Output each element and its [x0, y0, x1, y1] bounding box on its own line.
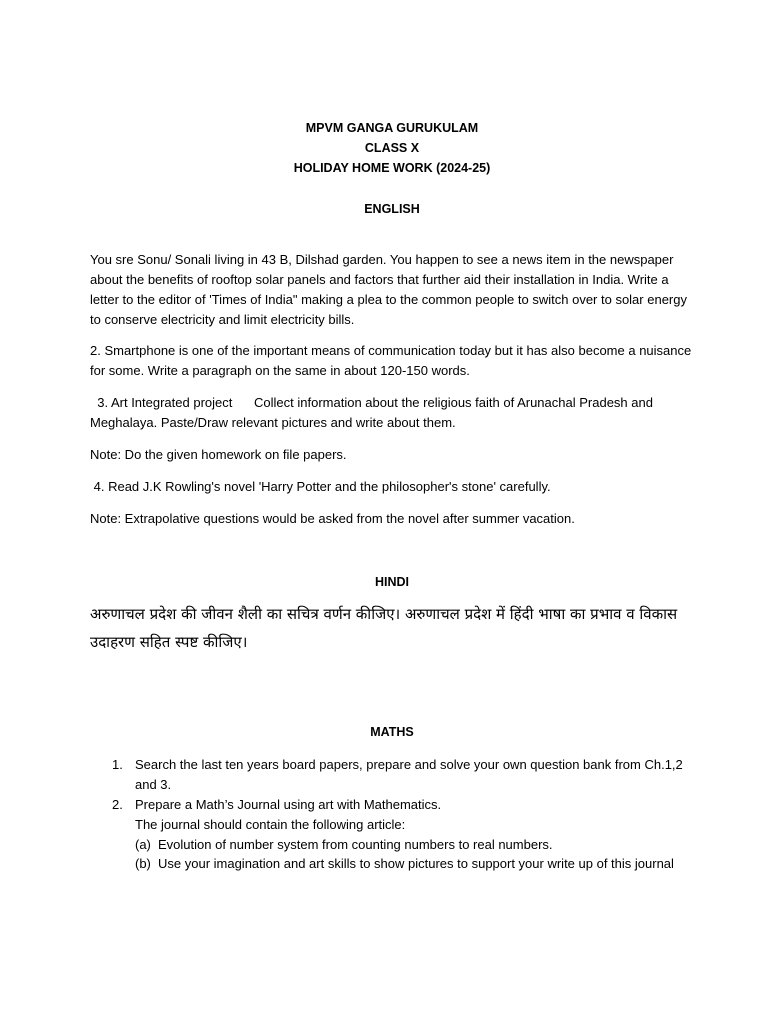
class-label: CLASS X [364, 141, 420, 155]
english-heading: ENGLISH [364, 202, 420, 216]
maths-item-1: Search the last ten years board papers, prepare and solve your own question bank from Ch.1,2 and 3. [135, 757, 683, 792]
maths-item-2-subtext: The journal should contain the following article: [135, 817, 406, 832]
english-question-1: You sre Sonu/ Sonali living in 43 B, Dilshad garden. You happen to see a news item in the newspaper about the benefits of rooftop solar panels and factors that further aid their installation in India. Write a letter to the editor of 'Times of India" making a plea to the common people to switch over to solar energy to conserve electricity and limit electricity bills. [90, 252, 687, 327]
maths-item-1-number: 1. [112, 757, 123, 772]
maths-item-2-number: 2. [112, 797, 123, 812]
maths-sub-b: Use your imagination and art skills to show pictures to support your write up of this journal [158, 856, 674, 871]
maths-sub-b-label: (b) [135, 856, 151, 871]
maths-sub-a-label: (a) [135, 837, 151, 852]
hindi-heading: HINDI [374, 575, 410, 589]
school-name: MPVM GANGA GURUKULAM [305, 121, 479, 135]
english-question-2: 2. Smartphone is one of the important means of communication today but it has also become a nuisance for some. Write a paragraph on the same in about 120-150 words. [90, 343, 692, 378]
english-question-3: 3. Art Integrated project Collect information about the religious faith of Arunachal Pradesh and Meghalaya. Paste/Draw relevant pictures and write about them. [90, 395, 657, 430]
english-note-1: Note: Do the given homework on file papers. [90, 447, 347, 462]
english-question-4: 4. Read J.K Rowling's novel 'Harry Potter and the philosopher's stone' carefully. [90, 479, 551, 494]
maths-heading: MATHS [370, 725, 414, 739]
english-note-2: Note: Extrapolative questions would be asked from the novel after summer vacation. [90, 511, 575, 526]
hindi-question: अरुणाचल प्रदेश की जीवन शैली का सचित्र वर्णन कीजिए। अरुणाचल प्रदेश में हिंदी भाषा का प्रभाव व विकास उदाहरण सहित स्पष्ट कीजिए। [90, 605, 678, 651]
document-title: HOLIDAY HOME WORK (2024-25) [293, 161, 491, 175]
maths-item-2: Prepare a Math’s Journal using art with Mathematics. [135, 797, 442, 812]
maths-sub-a: Evolution of number system from counting numbers to real numbers. [158, 837, 553, 852]
